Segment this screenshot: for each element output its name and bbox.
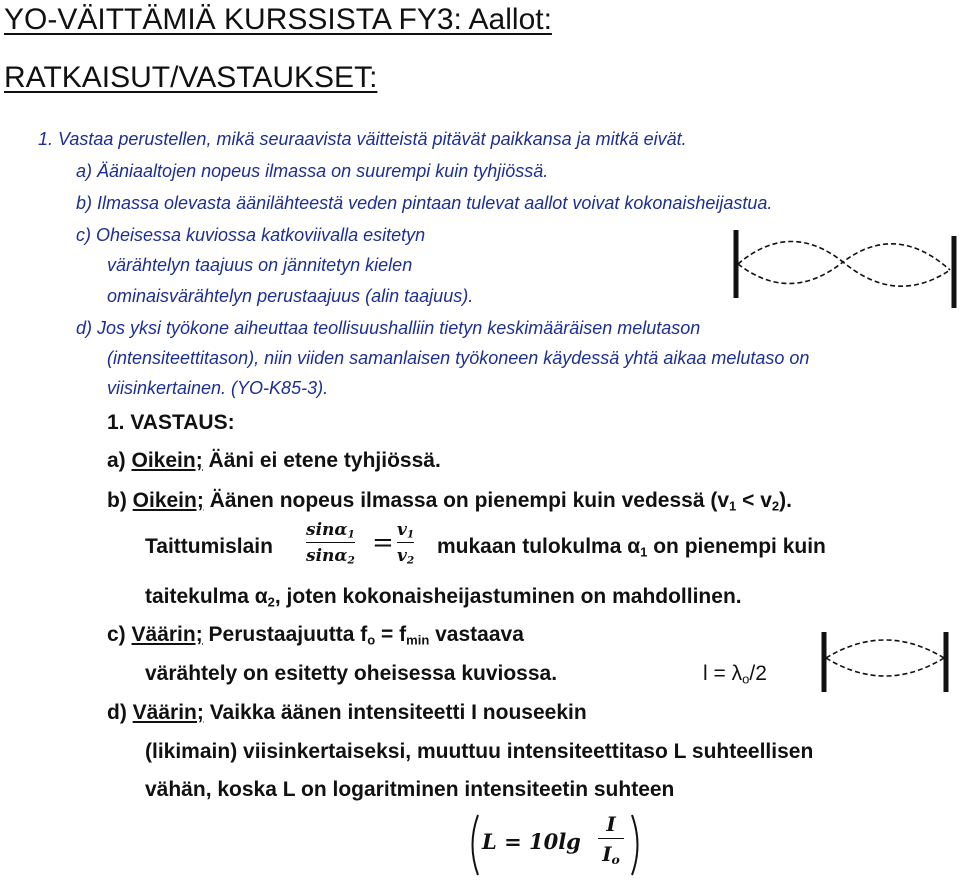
- page-title: YO-VÄITTÄMIÄ KURSSISTA FY3: Aallot:: [4, 3, 552, 36]
- snell-equals: =: [372, 528, 394, 558]
- answer-d-line2: (likimain) viisinkertaiseksi, muuttuu intensiteettitaso L suhteellisen: [145, 740, 814, 763]
- answer-d: d) Väärin; Vaikka äänen intensiteetti I nouseekin: [107, 701, 587, 724]
- string-vibration-figure-question: [728, 226, 960, 312]
- page-subtitle: RATKAISUT/VASTAUKSET:: [4, 61, 378, 94]
- answer-b-verdict: Oikein;: [132, 489, 204, 512]
- snell-fraction-left: sinα$_1$ sinα$_2$: [306, 520, 355, 567]
- paren-left: [466, 812, 480, 878]
- question-a: a) Ääniaaltojen nopeus ilmassa on suurempi kuin tyhjiössä.: [76, 161, 549, 181]
- answer-d-line3: vähän, koska L on logaritminen intensiteetin suhteen: [145, 778, 675, 801]
- wave-upper: [826, 640, 944, 658]
- answer-d-verdict: Väärin;: [132, 701, 204, 724]
- snell-fraction-right: $v_1$ $v_2$: [397, 520, 415, 567]
- wave-lower: [738, 262, 950, 286]
- answer-c: c) Väärin; Perustaajuutta $f_o = f_{min}$ vastaava: [107, 623, 524, 648]
- question-c-line1: c) Oheisessa kuviossa katkoviivalla esitetyn: [76, 225, 426, 245]
- question-d-line2: (intensiteettitason), niin viiden samanlaisen työkoneen käydessä yhtä aikaa melutaso on: [107, 348, 810, 368]
- answer-a: a) Oikein; Ääni ei etene tyhjiössä.: [107, 449, 441, 472]
- question-intro: 1. Vastaa perustellen, mikä seuraavista väitteistä pitävät paikkansa ja mitkä eivät.: [38, 129, 687, 149]
- wave-upper: [738, 241, 950, 270]
- question-b: b) Ilmassa olevasta äänilähteestä veden pintaan tulevat aallot voivat kokonaisheijastua.: [76, 193, 773, 213]
- answer-c-verdict: Väärin;: [131, 623, 203, 646]
- answer-b: b) Oikein; Äänen nopeus ilmassa on pienempi kuin vedessä $(v_1 < v_2)$.: [107, 489, 792, 514]
- snell-conclusion: mukaan tulokulma $\alpha_1$ on pienempi kuin: [437, 535, 826, 560]
- answer-c-formula: $l = \lambda_o/2$: [703, 662, 767, 687]
- question-d-line3: viisinkertainen. (YO-K85-3).: [107, 378, 329, 398]
- answer-a-verdict: Oikein;: [131, 449, 203, 472]
- answer-heading: 1. VASTAUS:: [107, 411, 235, 434]
- question-c-line2: värähtelyn taajuus on jännitetyn kielen: [107, 255, 413, 275]
- log-lhs: L = 10lg: [482, 829, 581, 854]
- question-d-line1: d) Jos yksi työkone aiheuttaa teollisuushalliin tietyn keskimääräisen melutason: [76, 318, 701, 338]
- answer-b-line3: taitekulma $\alpha_2$, joten kokonaisheijastuminen on mahdollinen.: [145, 585, 742, 610]
- log-formula: [466, 812, 646, 878]
- string-vibration-figure-answer: [816, 630, 956, 694]
- question-c-line3: ominaisvärähtelyn perustaajuus (alin taajuus).: [107, 286, 474, 306]
- answer-c-line2: värähtely on esitetty oheisessa kuviossa.: [145, 662, 558, 685]
- paren-right: [630, 812, 644, 878]
- log-fraction: I $I_o$: [598, 812, 624, 866]
- wave-lower: [826, 658, 944, 676]
- snell-label: Taittumislain: [145, 535, 273, 558]
